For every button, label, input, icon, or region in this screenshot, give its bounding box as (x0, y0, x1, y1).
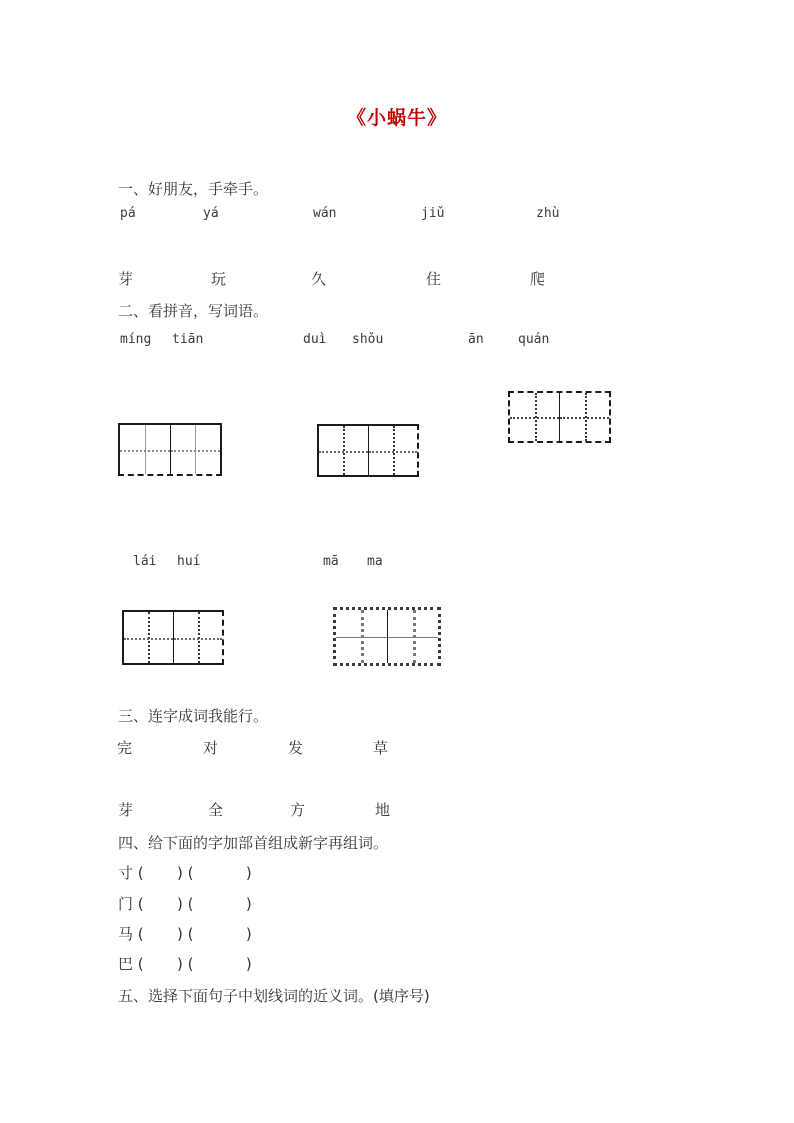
char-zhu: 住 (426, 270, 442, 288)
grid-cell (559, 393, 609, 441)
radical-row-ma: 马 ( ) ( ) (118, 925, 252, 943)
pinyin-wan: wán (313, 206, 337, 221)
section1-heading: 一、好朋友，手牵手。 (118, 180, 269, 198)
char-jiu: 久 (311, 270, 327, 288)
grid-cell (387, 610, 439, 663)
radical-row-cun: 寸 ( ) ( ) (118, 864, 252, 882)
grid-cell (120, 425, 170, 474)
char-ya: 芽 (118, 270, 134, 288)
char-pa: 爬 (530, 270, 546, 288)
radical-row-ba: 巴 ( ) ( ) (118, 955, 252, 973)
grid-cell (336, 610, 387, 663)
char-wan: 玩 (211, 270, 227, 288)
pinyin-ma2: ma (367, 554, 383, 569)
writing-grid-duishou (317, 424, 419, 477)
writing-grid-anquan (508, 391, 611, 443)
writing-grid-mingtian (118, 423, 222, 476)
pinyin-tian: tiān (172, 332, 204, 347)
pinyin-ming: míng (120, 332, 152, 347)
grid-cell (170, 425, 221, 474)
pinyin-hui: huí (177, 554, 201, 569)
pinyin-dui: duì (303, 332, 327, 347)
match-char-ya2: 芽 (118, 801, 134, 819)
section2-heading: 二、看拼音，写词语。 (118, 302, 269, 320)
pinyin-jiu: jiǔ (421, 206, 445, 221)
match-char-fa: 发 (288, 739, 304, 757)
match-char-cao: 草 (373, 739, 389, 757)
match-char-di: 地 (375, 801, 391, 819)
pinyin-ya: yá (203, 206, 219, 221)
pinyin-pa: pá (120, 206, 136, 221)
match-char-fang: 方 (290, 801, 306, 819)
section3-heading: 三、连字成词我能行。 (118, 707, 269, 725)
pinyin-ma1: mā (323, 554, 339, 569)
grid-cell (368, 426, 418, 475)
match-char-wan2: 完 (117, 739, 133, 757)
writing-grid-laihui (122, 610, 224, 665)
section4-heading: 四、给下面的字加部首组成新字再组词。 (118, 834, 389, 852)
grid-cell (510, 393, 559, 441)
pinyin-quan: quán (518, 332, 550, 347)
match-char-dui: 对 (203, 739, 219, 757)
pinyin-zhu: zhù (536, 206, 560, 221)
page-title: 《小蜗牛》 (346, 107, 447, 129)
radical-row-men: 门 ( ) ( ) (118, 895, 252, 913)
pinyin-lai: lái (133, 554, 157, 569)
grid-cell (319, 426, 368, 475)
section5-heading: 五、选择下面句子中划线词的近义词。(填序号) (118, 987, 430, 1005)
writing-grid-mama (333, 607, 441, 666)
grid-cell (124, 612, 173, 663)
pinyin-an: ān (468, 332, 484, 347)
grid-cell (173, 612, 223, 663)
pinyin-shou: shǒu (352, 332, 384, 347)
match-char-quan2: 全 (208, 801, 224, 819)
